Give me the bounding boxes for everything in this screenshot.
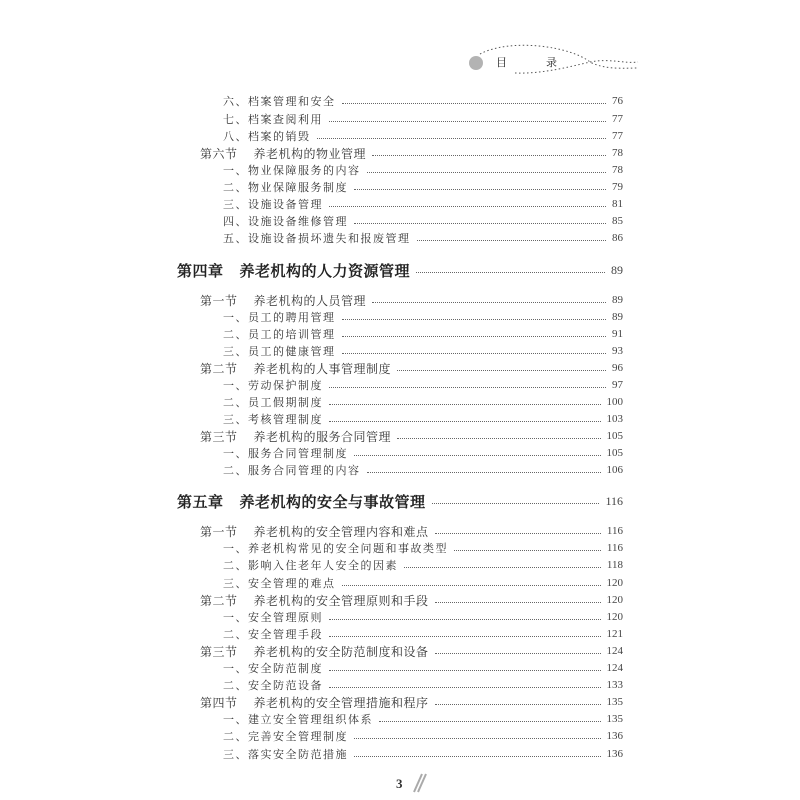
entry-text: 二、影响入住老年人安全的因素 (223, 559, 398, 572)
entry-title (223, 196, 323, 212)
toc-item (223, 539, 623, 557)
entry-title (223, 93, 336, 109)
dot-leader (432, 503, 600, 504)
entry-title (200, 145, 366, 162)
entry-page: 85 (612, 215, 623, 227)
entry-title (200, 292, 366, 309)
entry-text: 一、安全防范制度 (223, 662, 323, 675)
dot-leader (397, 370, 606, 371)
entry-text: 一、养老机构常见的安全问题和事故类型 (223, 542, 448, 555)
dot-leader (367, 472, 601, 473)
dot-leader (372, 302, 606, 303)
entry-title (223, 394, 323, 410)
dot-leader (435, 704, 601, 705)
toc-item (223, 325, 623, 343)
toc-section (200, 522, 623, 540)
dot-leader (435, 533, 601, 534)
entry-title (223, 575, 336, 591)
entry-page: 121 (606, 628, 623, 640)
dot-leader (317, 138, 607, 139)
entry-title (223, 609, 323, 625)
toc-item (223, 461, 623, 479)
toc-item (223, 556, 623, 574)
entry-text: 五、设施设备损坏遗失和报废管理 (223, 232, 411, 245)
toc-item (223, 229, 623, 247)
entry-page: 89 (612, 294, 623, 306)
dot-leader (342, 319, 607, 320)
entry-title (223, 540, 448, 556)
toc-section (200, 359, 623, 377)
entry-label: 第四节 (200, 695, 238, 710)
entry-label: 第六节 (200, 146, 238, 161)
dot-leader (329, 121, 606, 122)
toc-item (223, 212, 623, 230)
entry-page: 76 (612, 95, 623, 107)
entry-page: 116 (606, 525, 623, 537)
entry-title (223, 411, 323, 427)
entry-text: 三、考核管理制度 (223, 413, 323, 426)
entry-text: 二、员工的培训管理 (223, 328, 336, 341)
entry-page: 135 (606, 696, 623, 708)
entry-page: 116 (606, 542, 623, 554)
toc-item (223, 625, 623, 643)
entry-page: 135 (606, 713, 623, 725)
entry-page: 77 (612, 113, 623, 125)
dot-leader (454, 550, 601, 551)
entry-title (223, 326, 336, 342)
entry-page: 118 (606, 559, 623, 571)
entry-page: 105 (606, 430, 623, 442)
entry-page: 103 (606, 413, 623, 425)
entry-title (200, 360, 391, 377)
entry-title (223, 728, 348, 744)
entry-page: 81 (612, 198, 623, 210)
entry-title (223, 377, 323, 393)
running-header (460, 40, 640, 90)
entry-page: 106 (606, 464, 623, 476)
entry-text: 三、落实安全防范措施 (223, 748, 348, 761)
entry-title (223, 677, 323, 693)
toc-section (200, 693, 623, 711)
dot-leader (329, 404, 601, 405)
entry-title (223, 213, 348, 229)
entry-text: 二、安全防范设备 (223, 679, 323, 692)
dot-leader (379, 721, 601, 722)
entry-title (200, 643, 429, 660)
header-label: 目 录 (496, 56, 571, 69)
toc-section (200, 591, 623, 609)
toc-item (223, 393, 623, 411)
toc-item (223, 444, 623, 462)
toc-item (223, 308, 623, 326)
toc-item (223, 161, 623, 179)
entry-page: 124 (606, 645, 623, 657)
toc-chapter (177, 261, 623, 279)
toc-item (223, 608, 623, 626)
entry-page: 78 (612, 147, 623, 159)
entry-title (200, 592, 429, 609)
entry-label: 第五章 (177, 492, 224, 511)
entry-text: 二、完善安全管理制度 (223, 730, 348, 743)
entry-page: 120 (606, 577, 623, 589)
dot-leader (354, 756, 601, 757)
entry-text: 七、档案查阅利用 (223, 113, 323, 126)
entry-text: 一、员工的聘用管理 (223, 311, 336, 324)
entry-page: 120 (606, 611, 623, 623)
entry-title (223, 162, 361, 178)
entry-title (223, 746, 348, 762)
toc-section (200, 427, 623, 445)
entry-page: 86 (612, 232, 623, 244)
dot-leader (329, 206, 606, 207)
entry-title (223, 557, 398, 573)
entry-page: 79 (612, 181, 623, 193)
page-slash-icon (410, 772, 430, 794)
entry-text: 二、安全管理手段 (223, 628, 323, 641)
toc-item (223, 92, 623, 110)
entry-page: 124 (606, 662, 623, 674)
entry-page: 116 (605, 493, 623, 508)
page-number: 3 (396, 776, 403, 791)
dot-leader (329, 387, 606, 388)
entry-text: 养老机构的安全防范制度和设备 (253, 644, 429, 659)
dot-leader (416, 272, 605, 273)
dot-leader (342, 353, 607, 354)
entry-text: 养老机构的安全管理措施和程序 (253, 695, 429, 710)
entry-text: 四、设施设备维修管理 (223, 215, 348, 228)
toc-section (200, 291, 623, 309)
entry-text: 一、服务合同管理制度 (223, 447, 348, 460)
entry-page: 93 (612, 345, 623, 357)
dot-leader (354, 455, 601, 456)
entry-text: 养老机构的人事管理制度 (253, 361, 392, 376)
dot-leader (329, 670, 601, 671)
dot-leader (354, 223, 606, 224)
toc-item (223, 659, 623, 677)
entry-page: 136 (606, 730, 623, 742)
entry-page: 105 (606, 447, 623, 459)
entry-text: 八、档案的销毁 (223, 130, 311, 143)
dot-leader (329, 421, 601, 422)
dot-leader (354, 189, 606, 190)
dot-leader (404, 567, 601, 568)
toc-item (223, 410, 623, 428)
entry-label: 第二节 (200, 593, 238, 608)
entry-label: 第三节 (200, 429, 238, 444)
entry-label: 第三节 (200, 644, 238, 659)
entry-text: 三、设施设备管理 (223, 198, 323, 211)
entry-text: 二、员工假期制度 (223, 396, 323, 409)
dot-leader (342, 585, 601, 586)
dot-leader (435, 602, 601, 603)
entry-text: 一、安全管理原则 (223, 611, 323, 624)
dot-leader (329, 636, 601, 637)
entry-text: 三、安全管理的难点 (223, 577, 336, 590)
dot-leader (329, 619, 601, 620)
entry-page: 96 (612, 362, 623, 374)
entry-page: 77 (612, 130, 623, 142)
toc-item (223, 127, 623, 145)
entry-page: 97 (612, 379, 623, 391)
entry-title (223, 462, 361, 478)
entry-text: 二、物业保障服务制度 (223, 181, 348, 194)
toc-item (223, 676, 623, 694)
dot-leader (397, 438, 600, 439)
entry-title (223, 111, 323, 127)
entry-title (223, 660, 323, 676)
entry-text: 养老机构的安全管理内容和难点 (253, 524, 429, 539)
entry-title (223, 230, 411, 246)
entry-title (223, 626, 323, 642)
entry-page: 120 (606, 594, 623, 606)
toc-item (223, 195, 623, 213)
toc-item (223, 178, 623, 196)
entry-title (200, 523, 429, 540)
toc-item (223, 574, 623, 592)
toc-item (223, 727, 623, 745)
entry-text: 二、服务合同管理的内容 (223, 464, 361, 477)
toc-section (200, 642, 623, 660)
toc-item (223, 110, 623, 128)
entry-text: 养老机构的人力资源管理 (239, 261, 411, 280)
entry-label: 第二节 (200, 361, 238, 376)
toc-chapter (177, 492, 623, 510)
entry-title (177, 491, 426, 512)
entry-title (177, 260, 410, 281)
entry-text: 一、建立安全管理组织体系 (223, 713, 373, 726)
entry-text: 六、档案管理和安全 (223, 95, 336, 108)
toc-item (223, 376, 623, 394)
dot-leader (342, 336, 607, 337)
entry-page: 136 (606, 748, 623, 760)
entry-title (223, 445, 348, 461)
dot-leader (372, 155, 606, 156)
entry-text: 养老机构的安全管理原则和手段 (253, 593, 429, 608)
dot-leader (329, 687, 601, 688)
entry-label: 第四章 (177, 261, 224, 280)
dot-leader (417, 240, 607, 241)
entry-text: 养老机构的物业管理 (253, 146, 367, 161)
entry-text: 一、物业保障服务的内容 (223, 164, 361, 177)
entry-page: 133 (606, 679, 623, 691)
entry-page: 89 (611, 262, 623, 277)
dot-leader (354, 738, 601, 739)
header-circle-icon (469, 56, 483, 70)
entry-page: 100 (606, 396, 623, 408)
entry-page: 91 (612, 328, 623, 340)
entry-title (223, 128, 311, 144)
entry-title (223, 309, 336, 325)
entry-title (223, 711, 373, 727)
entry-page: 78 (612, 164, 623, 176)
entry-title (223, 343, 336, 359)
entry-text: 养老机构的服务合同管理 (253, 429, 392, 444)
entry-text: 养老机构的安全与事故管理 (239, 492, 426, 511)
dot-leader (435, 653, 601, 654)
entry-text: 三、员工的健康管理 (223, 345, 336, 358)
entry-title (200, 694, 429, 711)
toc-item (223, 342, 623, 360)
toc-item (223, 745, 623, 763)
entry-title (223, 179, 348, 195)
entry-text: 一、劳动保护制度 (223, 379, 323, 392)
entry-label: 第一节 (200, 293, 238, 308)
dot-leader (367, 172, 607, 173)
entry-page: 89 (612, 311, 623, 323)
toc-section (200, 144, 623, 162)
entry-label: 第一节 (200, 524, 238, 539)
entry-text: 养老机构的人员管理 (253, 293, 367, 308)
dot-leader (342, 103, 607, 104)
toc-item (223, 710, 623, 728)
entry-title (200, 428, 391, 445)
